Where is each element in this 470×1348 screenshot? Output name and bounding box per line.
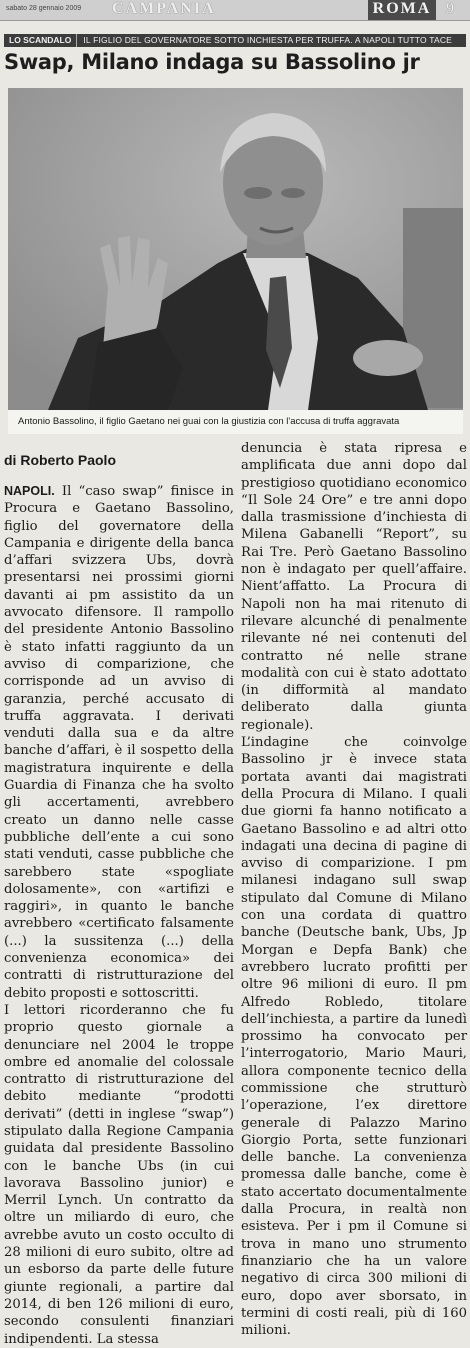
kicker-bar	[4, 34, 466, 47]
page-number: 9	[446, 0, 454, 17]
article-photo	[8, 88, 463, 410]
photo-portrait-illustration	[8, 88, 463, 410]
article-dateline: NAPOLI.	[4, 484, 55, 498]
article-column-2	[241, 440, 467, 1339]
paragraph-text: Il “caso swap” finisce in Procura e Gaetano Bassolino, figlio del governatore della Campania e dirigente della banca d’affari svizzera Ubs, dovrà presentarsi nei prossimi giorni davanti ai pm assistito da un avvocato difensore. Il rampollo del presidente Antonio Bassolino è stato infatti raggiunto da un avviso di comparizione, che corrisponde ad un avviso di garanzia, perché accusato di truffa aggravata. I derivati venduti dalla sua e da altre banche d’affari, è il sospetto della magistratura inquirente e della Guardia di Finanza che ha svolto gli accertamenti, avrebbero creato un danno nelle casse pubbliche dell’ente a cui sono stati venduti, casse pubbliche che sarebbero state «spogliate dolosamente», con «artifizi e raggiri», in quanto le banche avrebbero «certificato falsamente (...) la sussitenza (...) della convenienza economica» dei contratti di ristrutturazione del debito proposti e sottoscritti.	[4, 484, 234, 1001]
article-headline: Swap, Milano indaga su Bassolino jr	[4, 50, 420, 74]
section-region: CAMPANIA	[112, 0, 216, 17]
kicker-label: LO SCANDALO	[9, 35, 72, 45]
section-city: ROMA	[368, 0, 436, 20]
issue-date: sabato 28 gennaio 2009	[6, 5, 82, 12]
kicker-text: IL FIGLIO DEL GOVERNATORE SOTTO INCHIESTA PER TRUFFA. A NAPOLI TUTTO TACE	[83, 35, 453, 45]
article-paragraph: L’indagine che coinvolge Bassolino jr è invece stata portata avanti dai magistrati della Procura di Milano. I quali due giorni fa hanno notificato a Gaetano Bassolino e ad altri otto indagati una decina di pagine di avviso di comparizione. I pm milanesi indagano sull swap stipulato dal Comune di Milano con una cordata di quattro banche (Deutsche bank, Ubs, Jp Morgan e Depfa Bank) che avrebbero lucrato profitti per oltre 96 milioni di euro. Il pm Alfredo Robledo, titolare dell’inchiesta, a partire da lunedì prossimo ha convocato per l’interrogatorio, Mario Mauri, allora componente tecnico della commissione che strutturò l’operazione, l’ex direttore generale di Palazzo Marino Giorgio Porta, sette funzionari delle banche. La convenienza promessa dalle banche, come è stato accertato documentalmente dalla Procura, in realtà non esisteva. Per i pm il Comune si trova in mano uno strumento finanziario che ha un valore negativo di circa 300 milioni di euro, dopo aver sborsato, in termini di costi reali, più di 160 milioni.	[241, 735, 467, 1339]
article-column-1	[4, 483, 234, 1348]
article-paragraph: I lettori ricorderanno che fu proprio questo giornale a denunciare nel 2004 le troppe ombre ed anomalie del colossale contratto di ristrutturazione del debito mediante “prodotti derivati” (detti in inglese “swap”) stipulato dalla Regione Campania guidata dal presidente Bassolino con le banche Ubs (in cui lavorava Bassolino junior) e Merril Lynch. Un contratto da oltre un miliardo di euro, che avrebbe avuto un costo occulto di 28 milioni di euro subito, oltre ad un esborso da parte delle future giunte regionali, a partire dal 2014, di ben 126 milioni di euro, secondo consulenti finanziari indipendenti. La stessa	[4, 1002, 234, 1347]
page-header	[0, 0, 470, 21]
article-paragraph: denuncia è stata ripresa e amplificata due anni dopo dal prestigioso quotidiano economico “Il Sole 24 Ore” e tre anni dopo dalla trasmissione d’inchiesta di Milena Gabanelli “Report”, su Rai Tre. Però Gaetano Bassolino non è indagato per quell’affaire. Nient’affatto. La Procura di Napoli non ha mai ritenuto di rilevare alcunché di penalmente rilevante né nei contenuti del contratto né nelle strane modalità con cui è stato adottato (in difformità al mandato deliberato dalla giunta regionale).	[241, 441, 467, 733]
article-byline: di Roberto Paolo	[4, 452, 116, 468]
photo-caption: Antonio Bassolino, il figlio Gaetano nei guai con la giustizia con l'accusa di truffa aggravata	[8, 410, 463, 434]
article-paragraph	[4, 483, 234, 1002]
